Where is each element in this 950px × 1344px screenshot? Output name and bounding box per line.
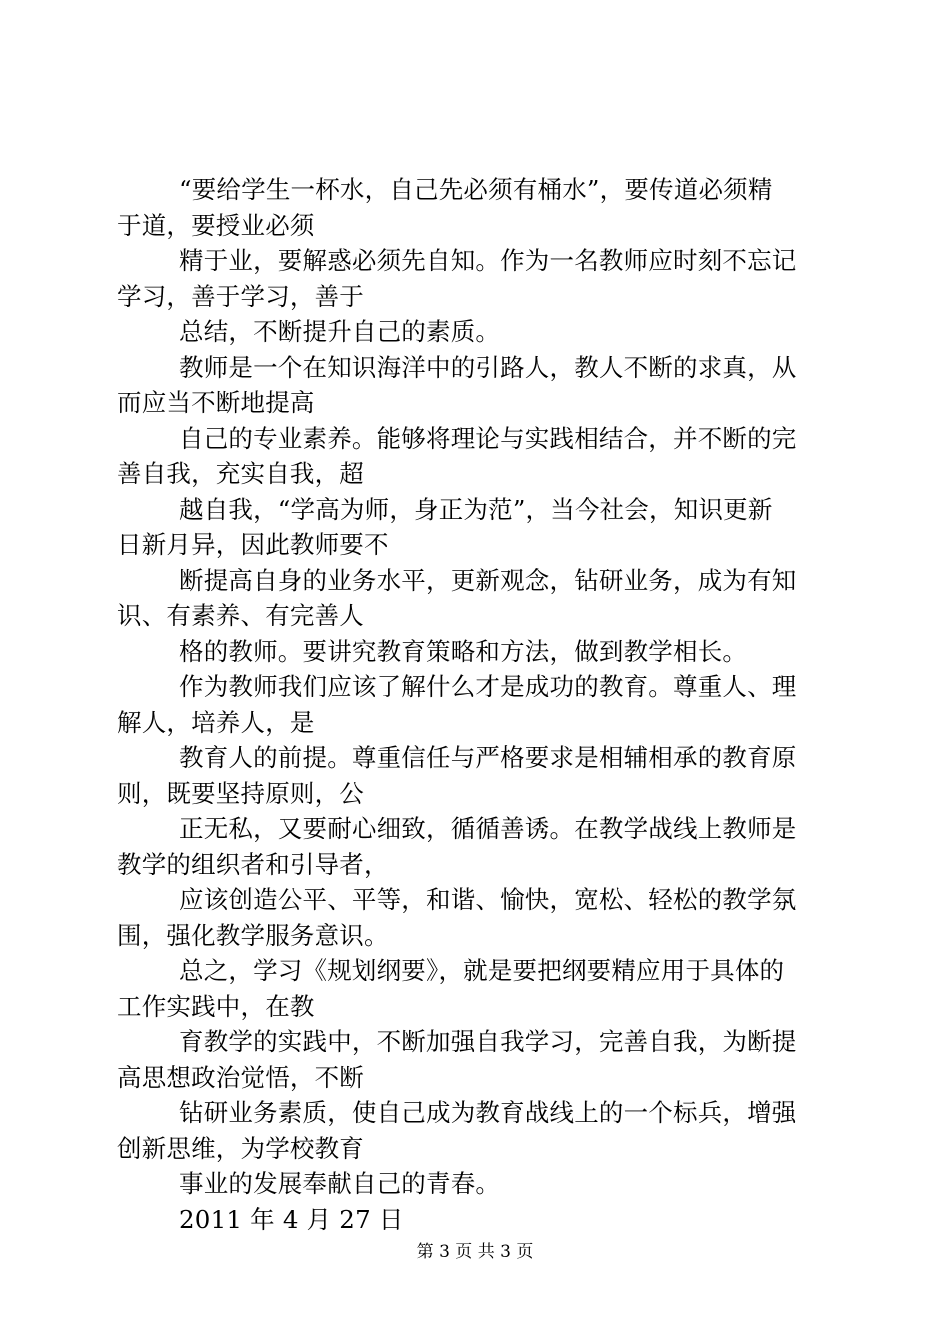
text-line: 精于业，要解惑必须先自知。作为一名教师应时刻不忘记: [179, 246, 797, 275]
text-line: 总之，学习《规划纲要》，就是要把纲要精应用于具体的: [179, 956, 785, 985]
text-line: 断提高自身的业务水平，更新观念，钻研业务，成为有知: [179, 565, 797, 595]
text-line: “要给学生一杯水，自己先必须有桶水”，要传道必须精: [179, 175, 773, 204]
text-line: 正无私，又要耐心细致，循循善诱。在教学战线上教师是: [179, 814, 797, 843]
text-line: 2011 年 4 月 27 日: [179, 1204, 404, 1234]
text-line: 越自我，“学高为师，身正为范”，当今社会，知识更新: [179, 494, 773, 524]
text-line: 创新思维，为学校教育: [117, 1133, 364, 1163]
text-line: 教师是一个在知识海洋中的引路人，教人不断的求真，从: [179, 352, 797, 382]
text-line: 教学的组织者和引导者，: [117, 849, 389, 879]
page-footer: 第 3 页 共 3 页: [416, 1242, 534, 1262]
document-body: [117, 172, 837, 1237]
text-line: 学习，善于学习，善于: [117, 281, 364, 311]
text-line: 应该创造公平、平等，和谐、愉快，宽松、轻松的教学氛: [179, 885, 797, 914]
text-line: 于道，要授业必须: [117, 210, 315, 240]
text-line: 作为教师我们应该了解什么才是成功的教育。尊重人、理: [179, 672, 797, 701]
text-line: 则，既要坚持原则，公: [117, 778, 364, 808]
text-line: 自己的专业素养。能够将理论与实践相结合，并不断的完: [179, 423, 797, 453]
text-line: 工作实践中，在教: [117, 991, 315, 1021]
text-line: 日新月异，因此教师要不: [117, 530, 389, 559]
text-line: 围，强化教学服务意识。: [117, 920, 389, 950]
text-line: 格的教师。要讲究教育策略和方法，做到教学相长。: [179, 636, 748, 666]
text-line: 总结，不断提升自己的素质。: [179, 317, 501, 346]
text-line: 而应当不断地提高: [117, 388, 315, 417]
text-line: 事业的发展奉献自己的青春。: [179, 1169, 501, 1198]
text-line: 教育人的前提。尊重信任与严格要求是相辅相承的教育原: [179, 743, 797, 772]
text-line: 育教学的实践中，不断加强自我学习，完善自我，为断提: [179, 1027, 797, 1056]
text-line: 善自我，充实自我，超: [117, 459, 364, 488]
text-line: 识、有素养、有完善人: [117, 601, 364, 630]
text-line: 高思想政治觉悟，不断: [117, 1062, 364, 1092]
text-line: 解人，培养人，是: [117, 707, 315, 737]
text-line: 钻研业务素质，使自己成为教育战线上的一个标兵，增强: [179, 1098, 797, 1127]
